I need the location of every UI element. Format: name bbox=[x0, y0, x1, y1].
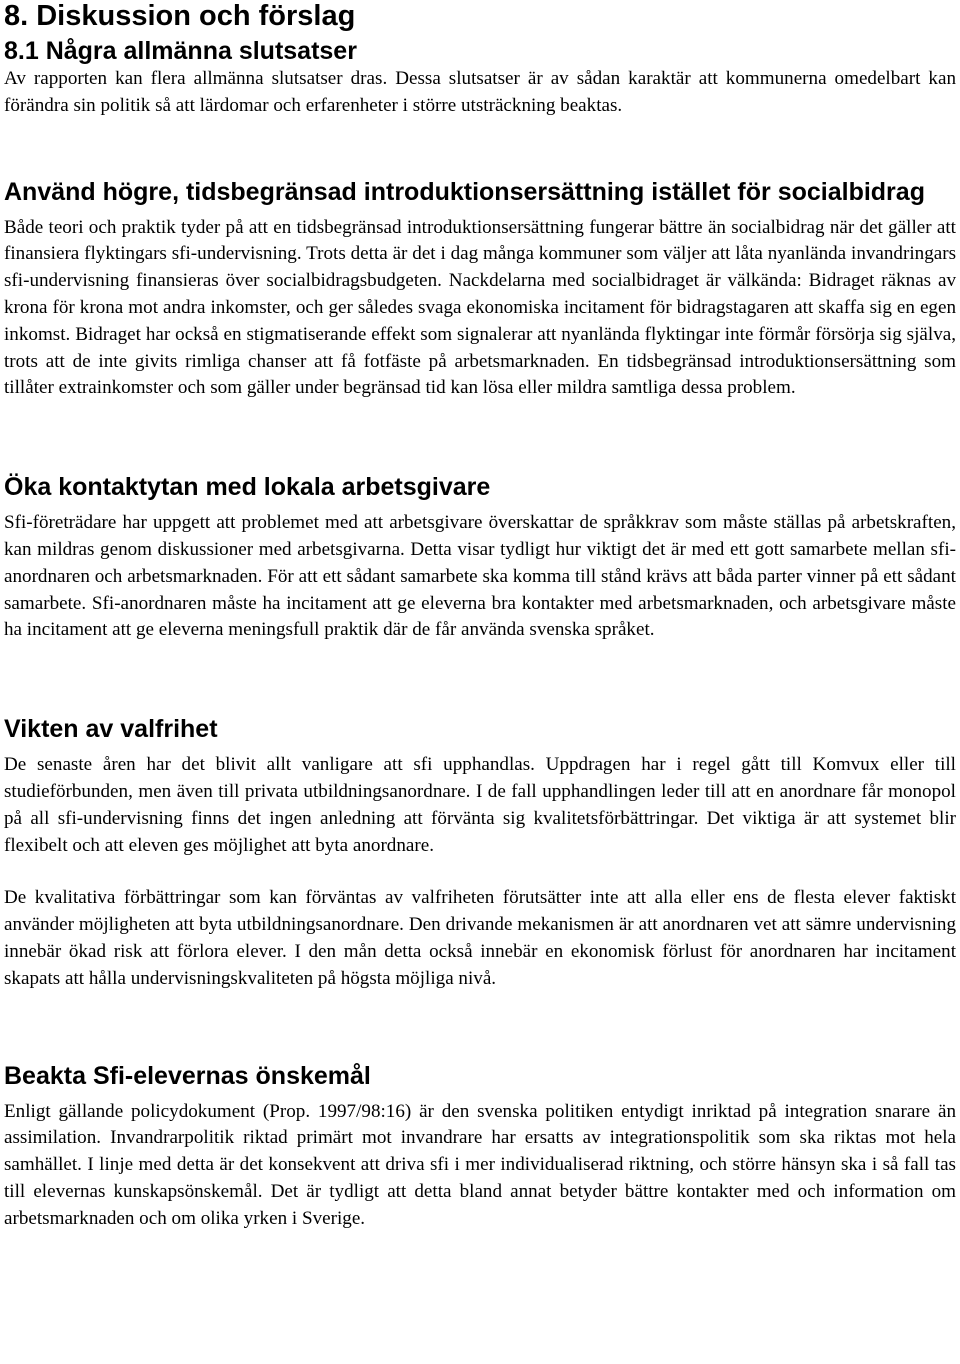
section-paragraph: De senaste åren har det blivit allt vanligare att sfi upphandlas. Uppdragen har i regel gått till Komvux eller till studieförbunden, men även till privata utbildningsanordnare. I de fall upphandlingen leder till att en anordnare får monopol på all sfi-undervisning finns det ingen anledning att förvänta sig kvalitetsförbättringar. Det viktiga är att systemet blir flexibelt och att eleven ges möjlighet att byta anordnare. bbox=[4, 754, 956, 856]
section-paragraph: Enligt gällande policydokument (Prop. 1997/98:16) är den svenska politiken entydigt inriktad på integration snarare än assimilation. Invandrarpolitik riktad primärt mot invandrare har ersatts av integrationspolitik som ska riktas mot hela samhället. I linje med detta är det konsekvent att driva sfi i mer individualiserad riktning, och större hänsyn ska i så fall tas till elevernas kunskapsönskemål. Det är tydligt att detta bland annat betyder bättre kontakter med och information om arbetsmarknaden och om olika yrken i Sverige. bbox=[4, 1100, 956, 1229]
section-arbetsgivare bbox=[4, 472, 956, 644]
section-heading: Använd högre, tidsbegränsad introduktionsersättning istället för socialbidrag bbox=[4, 177, 925, 206]
section-paragraph: De kvalitativa förbättringar som kan förväntas av valfriheten förutsätter inte att alla eller ens de flesta elever faktiskt använder möjligheten att byta utbildningsanordnare. Den drivande mekanismen är att anordnaren vet att sämre undervisning innebär ökad risk att förlora elever. I den mån detta också innebär en ekonomisk förlust för anordnaren har incitament skapats att hålla undervisningskvaliteten på högsta möjliga nivå. bbox=[4, 887, 956, 989]
section-elevernas-onskemal bbox=[4, 1061, 956, 1233]
section-paragraph: Både teori och praktik tyder på att en tidsbegränsad introduktionsersättning fungerar bättre än socialbidrag när det gäller att finansiera flyktingars sfi-undervisning. Trots detta är det i dag många kommuner som väljer att låta nyanlända invandringars sfi-undervisning finansieras över socialbidragsbudgeten. Nackdelarna med socialbidraget är välkända: Bidraget räknas av krona för krona mot andra inkomster, och ger således svaga ekonomiska incitament för bidragstagaren att skaffa sig en egen inkomst. Bidraget har också en stigmatiserande effekt som signalerar att nyanlända flyktingar inte förmår försörja sig själva, trots att de inte givits rimliga chanser att få fotfäste på arbetsmarknaden. En tidsbegränsad introduktionsersättning som tillåter extrainkomster och som gäller under begränsad tid kan lösa eller mildra samtliga dessa problem. bbox=[4, 216, 956, 399]
subsection-title: 8.1 Några allmänna slutsatser bbox=[4, 37, 357, 65]
section-paragraph: Sfi-företrädare har uppgett att problemet med att arbetsgivare överskattar de språkkrav som måste ställas på arbetskraften, kan mildras genom diskussioner med arbetsgivarna. Detta visar tydligt hur viktigt det är med ett gott samarbete mellan sfi-anordnaren och arbetsmarknaden. För att ett sådant samarbete ska komma till stånd krävs att båda parter vinner på ett sådant samarbete. Sfi-anordnaren måste ha incitament att ge eleverna bra kontakter med arbetsmarknaden, och arbetsgivare måste ha incitament att ge eleverna meningsfull praktik där de får använda svenska språket. bbox=[4, 512, 956, 641]
section-heading: Vikten av valfrihet bbox=[4, 715, 218, 744]
document-page bbox=[4, 0, 956, 1233]
section-introduktionsersattning bbox=[4, 177, 956, 403]
section-heading: Öka kontaktytan med lokala arbetsgivare bbox=[4, 473, 491, 502]
intro-paragraph: Av rapporten kan flera allmänna slutsatser dras. Dessa slutsatser är av sådan karaktär att kommunerna omedelbart kan förändra sin politik så att lärdomar och erfarenheter i större utsträckning beaktas. bbox=[4, 68, 956, 116]
section-valfrihet bbox=[4, 714, 956, 992]
section-heading: Beakta Sfi-elevernas önskemål bbox=[4, 1061, 371, 1090]
chapter-title: 8. Diskussion och förslag bbox=[4, 0, 356, 32]
